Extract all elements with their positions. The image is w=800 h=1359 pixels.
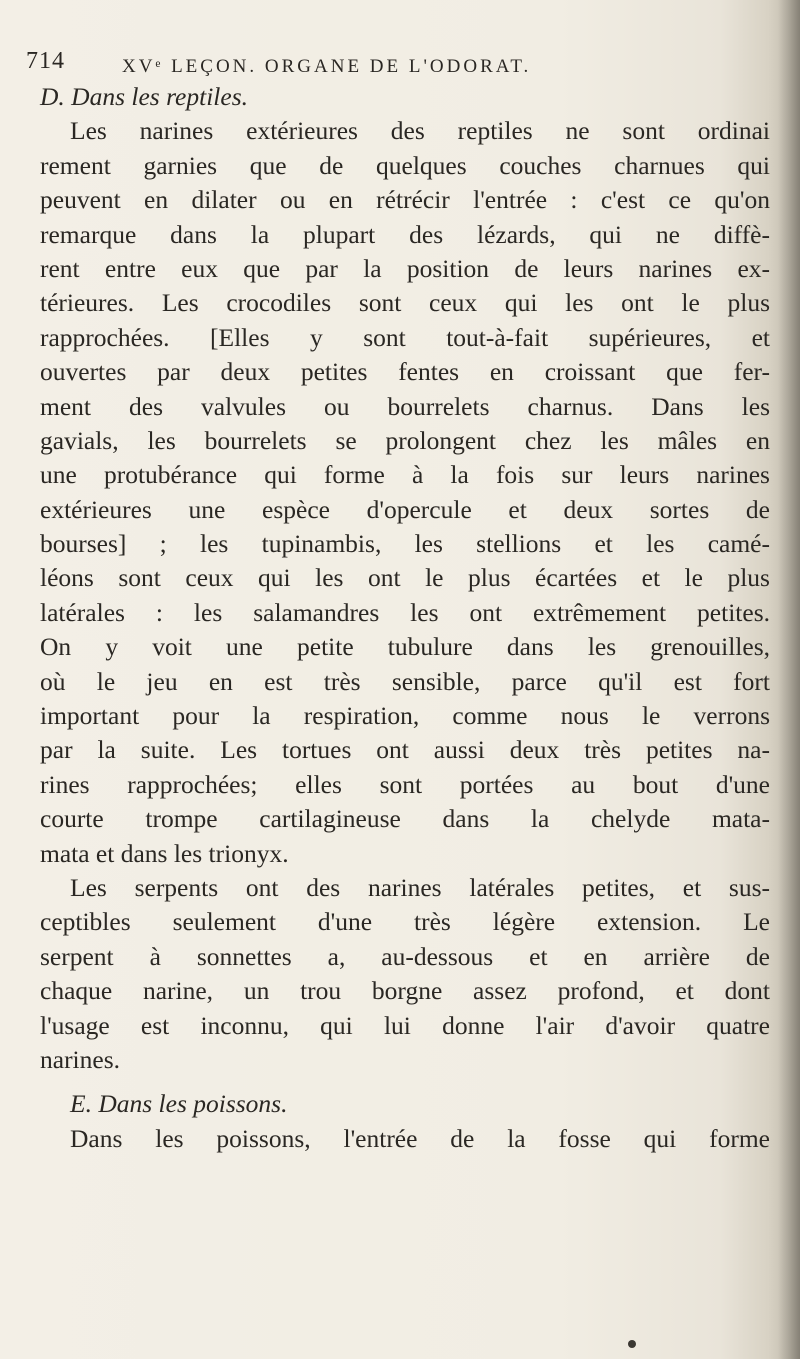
text-line: par la suite. Les tortues ont aussi deux très petites na- [40,735,770,765]
text-line: ceptibles seulement d'une très légère extension. Le [40,907,770,937]
text-line: important pour la respiration, comme nous le verrons [40,701,770,731]
text-line: courte trompe cartilagineuse dans la chelyde mata- [40,804,770,834]
text-line: bourses] ; les tupinambis, les stellions et les camé- [40,529,770,559]
text-line: où le jeu en est très sensible, parce qu'il est fort [40,666,770,696]
section-heading-reptiles [40,80,770,114]
section-heading-poissons [40,1087,770,1121]
text-line: ment des valvules ou bourrelets charnus. Dans les [40,391,770,421]
text-line: rement garnies que de quelques couches charnues qui [40,150,770,180]
page-header [26,44,766,84]
text-line: une protubérance qui forme à la fois sur leurs narines [40,460,770,490]
text-line: térieures. Les crocodiles sont ceux qui les ont le plus [40,288,770,318]
text-line: ouvertes par deux petites fentes en croissant que fer- [40,357,770,387]
section-heading-reptiles-text: D. Dans les reptiles. [40,82,248,111]
running-head: XVᵉ LEÇON. ORGANE DE L'ODORAT. [122,56,532,77]
text-line: extérieures une espèce d'opercule et deux sortes de [40,494,770,524]
text-line: léons sont ceux qui les ont le plus écartées et le plus [40,563,770,593]
text-line: rines rapprochées; elles sont portées au bout d'une [40,769,770,799]
text-line: rent entre eux que par la position de leurs narines ex- [40,253,770,283]
text-line: peuvent en dilater ou en rétrécir l'entrée : c'est ce qu'on [40,185,770,215]
text-line: Dans les poissons, l'entrée de la fosse qui forme [70,1123,770,1153]
page-edge-shadow [778,0,800,1359]
ink-spot [628,1340,636,1348]
text-line: chaque narine, un trou borgne assez profond, et dont [40,976,770,1006]
text-line: latérales : les salamandres les ont extrêmement petites. [40,597,770,627]
section-gap [40,1077,770,1087]
text-line: l'usage est inconnu, qui lui donne l'air d'avoir quatre [40,1010,770,1040]
text-line: serpent à sonnettes a, au-dessous et en arrière de [40,941,770,971]
text-line: narines. [40,1044,121,1074]
text-line: remarque dans la plupart des lézards, qui ne diffè- [40,219,770,249]
section-heading-poissons-text: E. Dans les poissons. [70,1089,288,1119]
text-line: gavials, les bourrelets se prolongent chez les mâles en [40,425,770,455]
page-number: 714 [26,48,65,74]
text-line: mata et dans les trionyx. [40,838,289,868]
text-line: Les narines extérieures des reptiles ne sont ordinai [70,116,770,146]
text-line: Les serpents ont des narines latérales petites, et sus- [70,872,770,902]
body-text [40,80,770,1156]
text-line: On y voit une petite tubulure dans les grenouilles, [40,632,770,662]
text-line: rapprochées. [Elles y sont tout-à-fait supérieures, et [40,322,770,352]
